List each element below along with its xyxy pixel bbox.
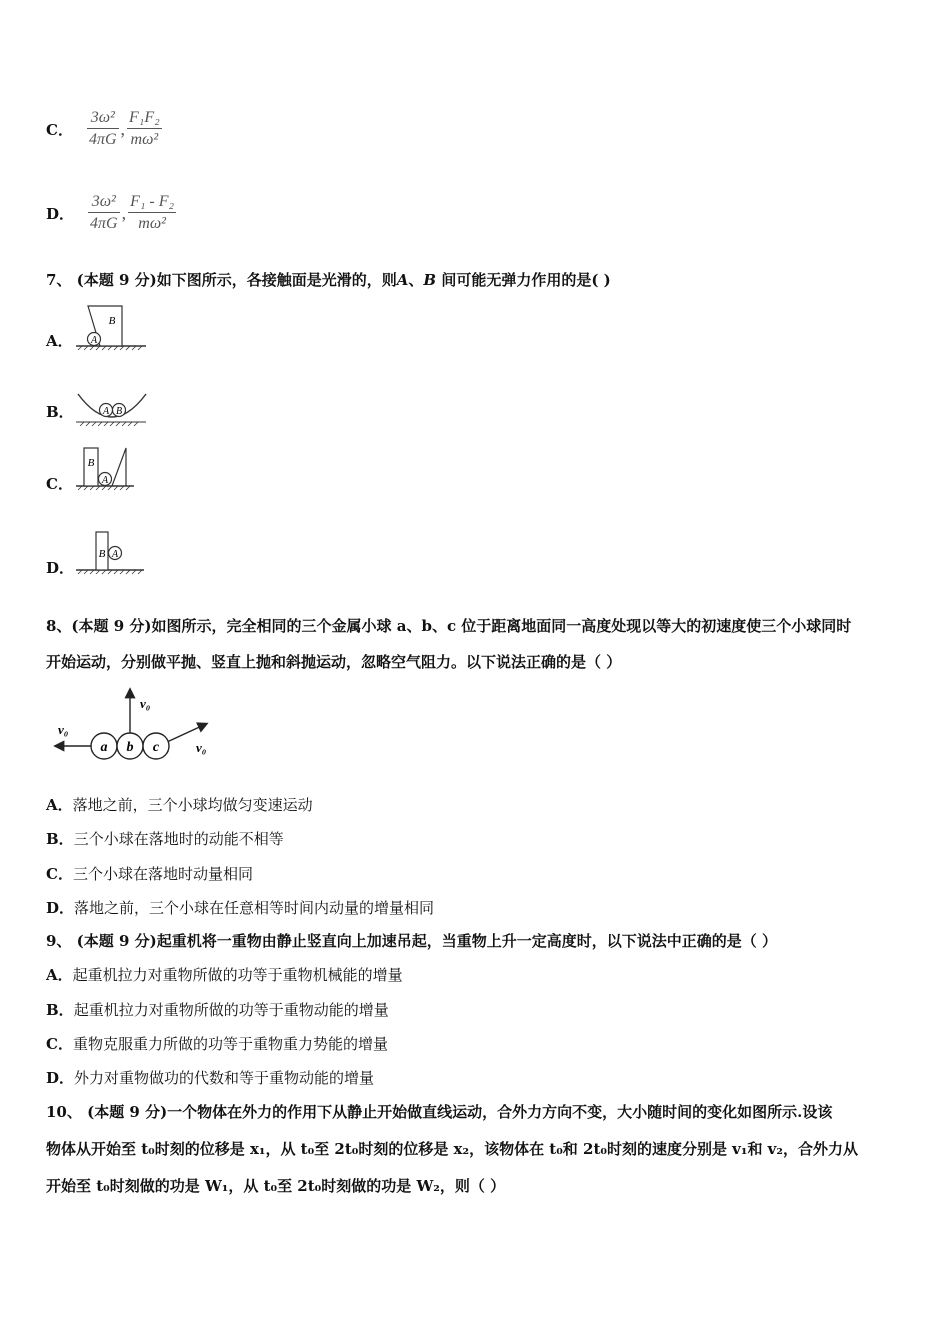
- q8-figure: [50, 682, 220, 766]
- q8-stem-line1: 8、(本题 9 分)如图所示，完全相同的三个金属小球 a、b、c 位于距离地面同一高度处现以等大的初速度使三个小球同时: [46, 617, 852, 635]
- q7-option-b-label: B．: [46, 403, 74, 421]
- option-label: B．: [46, 830, 74, 848]
- separator: ,: [121, 202, 127, 223]
- numerator: F₁F₂: [127, 108, 162, 129]
- block-label: B: [87, 457, 95, 469]
- option-label: D．: [46, 899, 75, 917]
- option-text: 重物克服重力所做的功等于重物重力势能的增量: [72, 1035, 388, 1053]
- ball-label: B: [115, 406, 123, 417]
- option-text: 外力对重物做功的代数和等于重物动能的增量: [74, 1069, 375, 1087]
- fraction-radius: [128, 192, 176, 235]
- q7-option-c-label: C．: [46, 475, 73, 493]
- fraction-density: [88, 192, 120, 235]
- q6-option-c: [46, 104, 162, 154]
- block-label: B: [98, 548, 106, 560]
- ball-label: A: [101, 475, 109, 486]
- ball-label: A: [102, 406, 110, 417]
- option-text: 三个小球在落地时动量相同: [72, 865, 253, 883]
- numerator: 3ω²: [87, 108, 119, 129]
- q7-option-d-label: D．: [46, 559, 75, 577]
- v0-up-label: v₀: [140, 696, 151, 711]
- q9-option-d: [46, 1068, 374, 1088]
- option-label: A．: [46, 966, 73, 984]
- ball-label: A: [90, 335, 98, 346]
- ball-a-label: a: [100, 740, 108, 755]
- separator: ,: [120, 118, 126, 139]
- option-text: 落地之前，三个小球在任意相等时间内动量的增量相同: [74, 899, 435, 917]
- q9-option-a: [46, 965, 403, 985]
- q10-stem-line1: 10、 (本题 9 分)一个物体在外力的作用下从静止开始做直线运动，合外力方向不变，大小随时间的变化如图所示.设该: [46, 1103, 833, 1121]
- ball-b-label: b: [126, 740, 134, 755]
- ground-hatch: [80, 422, 138, 426]
- q8-option-c: [46, 864, 253, 884]
- option-label: C．: [46, 865, 73, 883]
- option-label: C．: [46, 120, 73, 139]
- option-label: D．: [46, 1069, 75, 1087]
- denominator: mω²: [138, 214, 166, 232]
- q8-option-a: [46, 795, 313, 815]
- ball-c-label: c: [152, 740, 160, 755]
- option-text: 落地之前，三个小球均做匀变速运动: [72, 796, 313, 814]
- denominator: mω²: [130, 130, 159, 148]
- option-text: 三个小球在落地时的动能不相等: [73, 830, 284, 848]
- q8-option-b: [46, 829, 284, 849]
- fraction-density: [87, 108, 119, 151]
- option-text: 起重机拉力对重物所做的功等于重物动能的增量: [73, 1001, 389, 1019]
- option-label: C．: [46, 1035, 73, 1053]
- q7-figure-d: [76, 526, 148, 578]
- q7-figure-a: [76, 302, 148, 354]
- q7-stem: [46, 270, 611, 290]
- q7-figure-b: [76, 390, 148, 430]
- q6-option-d: [46, 188, 176, 238]
- q8-option-d: [46, 898, 434, 918]
- denominator: 4πG: [88, 130, 117, 148]
- q9-option-c: [46, 1034, 388, 1054]
- q9-option-b: [46, 1000, 389, 1020]
- stem-text-end: 间可能无弹力作用的是( ): [436, 271, 611, 289]
- option-label: B．: [46, 1001, 74, 1019]
- v0-right-label: v₀: [196, 740, 207, 755]
- ball-label: A: [111, 549, 119, 560]
- q9-stem: 9、 (本题 9 分)起重机将一重物由静止竖直向上加速吊起，当重物上升一定高度时，以下说法中正确的是（ ）: [46, 932, 777, 950]
- option-label: D．: [46, 204, 75, 223]
- q8-stem-line2: 开始运动，分别做平抛、竖直上抛和斜抛运动，忽略空气阻力。以下说法正确的是（ ）: [46, 653, 622, 671]
- numerator: 3ω²: [88, 192, 120, 213]
- q7-figure-c: [76, 442, 138, 494]
- stem-text: 7、 (本题 9 分)如下图所示，各接触面是光滑的，则: [46, 271, 397, 289]
- q10-stem-line3: 开始至 t₀时刻做的功是 W₁，从 t₀至 2t₀时刻做的功是 W₂，则（ ）: [46, 1177, 506, 1195]
- q7-option-a-label: A．: [46, 332, 73, 350]
- wedge: [112, 448, 126, 486]
- option-text: 起重机拉力对重物所做的功等于重物机械能的增量: [72, 966, 403, 984]
- v0-left-label: v₀: [58, 722, 69, 737]
- fraction-radius: [127, 108, 162, 151]
- q10-stem-line2: 物体从开始至 t₀时刻的位移是 x₁，从 t₀至 2t₀时刻的位移是 x₂，该物体在 t₀和 2t₀时刻的速度分别是 v₁和 v₂，合外力从: [46, 1140, 858, 1158]
- option-label: A．: [46, 796, 73, 814]
- block-label: B: [108, 315, 116, 327]
- stem-var-a: A: [396, 271, 409, 289]
- denominator: 4πG: [90, 214, 118, 232]
- stem-var-b: B: [423, 271, 437, 289]
- stem-sep: 、: [408, 271, 424, 289]
- numerator: F₁ - F₂: [128, 192, 176, 213]
